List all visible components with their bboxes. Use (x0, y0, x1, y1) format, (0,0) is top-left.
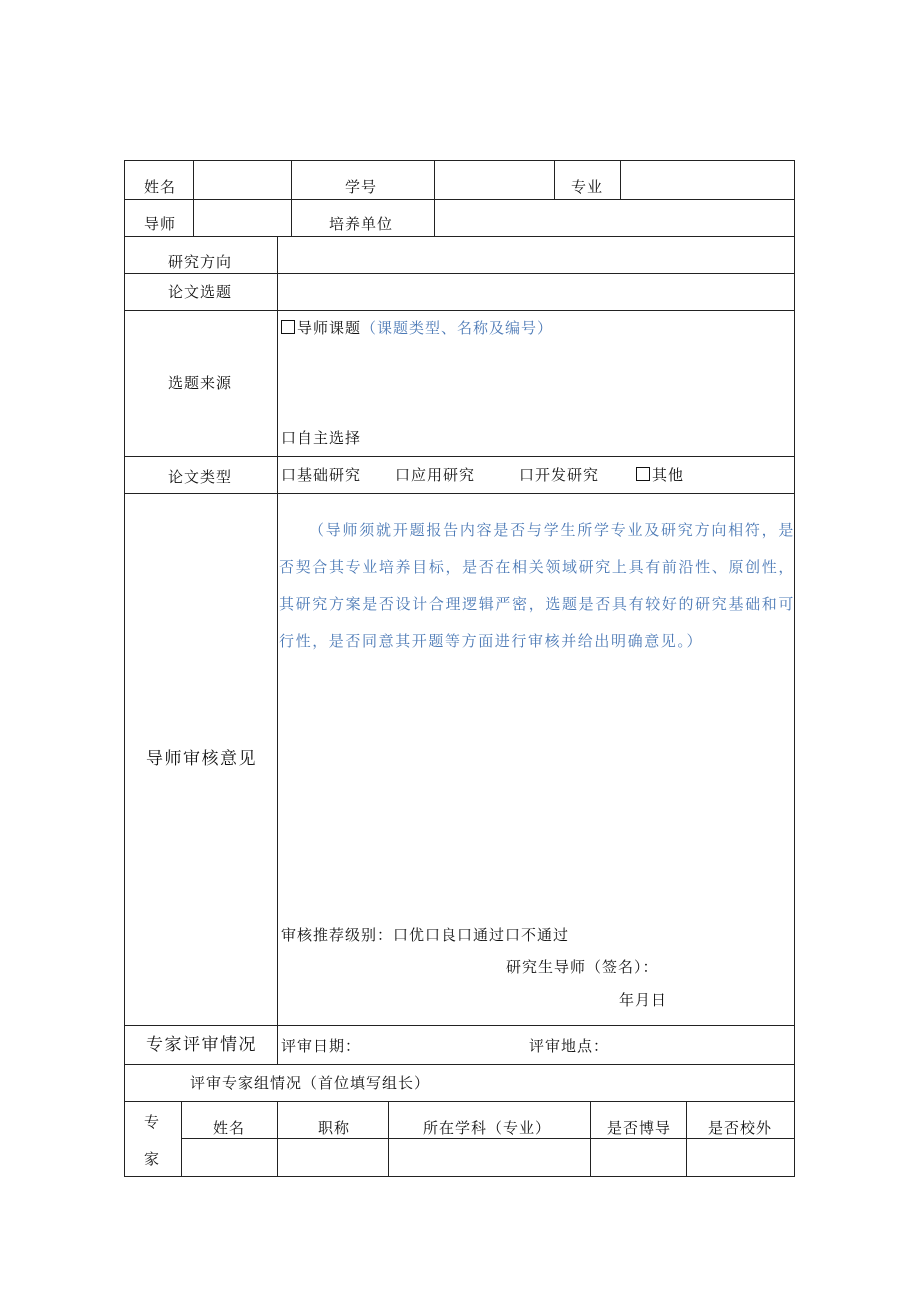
col-line (277, 1101, 278, 1177)
column-header-title: 职称 (318, 1119, 351, 1137)
column-header-external: 是否校外 (708, 1119, 773, 1137)
col-line (291, 160, 292, 236)
topic-label: 论文选题 (168, 283, 233, 301)
major-label: 专业 (571, 178, 604, 196)
row-line (124, 273, 795, 274)
row-line (124, 310, 795, 311)
expert-group-label: 评审专家组情况（首位填写组长） (190, 1074, 431, 1092)
col-line (686, 1101, 687, 1177)
advisor-project-option[interactable] (281, 318, 553, 338)
row-line (124, 199, 795, 200)
student-id-label: 学号 (345, 178, 378, 196)
advisor-project-label: 导师课题 (297, 319, 362, 337)
form-border-top (124, 160, 795, 161)
column-header-doctoral-supervisor: 是否博导 (607, 1119, 672, 1137)
review-date-label: 评审日期： (281, 1037, 362, 1055)
col-line (434, 160, 435, 236)
row-line (124, 1064, 795, 1065)
col-line (193, 160, 194, 236)
checkbox-icon[interactable] (636, 467, 650, 481)
row-line (124, 1025, 795, 1026)
col-line (277, 236, 278, 1064)
unit-label: 培养单位 (329, 215, 394, 233)
type-development-option[interactable]: 口开发研究 (519, 466, 600, 484)
row-line (124, 456, 795, 457)
row-line (124, 1101, 795, 1102)
column-header-name: 姓名 (213, 1119, 246, 1137)
row-line (124, 236, 795, 237)
col-line (181, 1101, 182, 1177)
expert-side-char: 专 (144, 1113, 161, 1131)
review-date: 年月日 (619, 991, 668, 1009)
form-border-left (124, 160, 125, 1177)
review-label: 导师审核意见 (146, 749, 257, 769)
advisor-label: 导师 (144, 215, 177, 233)
col-line (554, 160, 555, 199)
self-selected-option[interactable]: 口自主选择 (281, 429, 362, 447)
type-other-option[interactable] (636, 465, 684, 485)
row-line (124, 493, 795, 494)
col-line (620, 160, 621, 199)
review-instruction: （导师须就开题报告内容是否与学生所学专业及研究方向相符，是否契合其专业培养目标，是否在相关领域研究上具有前沿性、原创性，其研究方案是否设计合理逻辑严密，选题是否具有较好的研究基础和可行性，是否同意其开题等方面进行审核并给出明确意见。） (279, 521, 795, 650)
row-line (181, 1138, 795, 1139)
col-line (590, 1101, 591, 1177)
source-label: 选题来源 (168, 374, 233, 392)
advisor-signature: 研究生导师（签名）： (506, 958, 659, 976)
column-header-discipline: 所在学科（专业） (423, 1119, 552, 1137)
form-border-right (794, 160, 795, 1177)
type-applied-option[interactable]: 口应用研究 (395, 466, 476, 484)
type-other-label: 其他 (652, 466, 685, 484)
paper-type-label: 论文类型 (168, 468, 233, 486)
checkbox-icon[interactable] (281, 320, 295, 334)
review-level-line[interactable]: 审核推荐级别：口优口良口通过口不通过 (281, 926, 570, 944)
name-label: 姓名 (144, 178, 177, 196)
proposal-form (124, 160, 795, 1177)
expert-side-char: 家 (144, 1150, 161, 1168)
direction-label: 研究方向 (168, 253, 233, 271)
advisor-project-note: （课题类型、名称及编号） (361, 319, 554, 337)
form-border-bottom (124, 1176, 795, 1177)
col-line (388, 1101, 389, 1177)
type-basic-option[interactable]: 口基础研究 (281, 466, 362, 484)
expert-label: 专家评审情况 (146, 1035, 257, 1055)
review-place-label: 评审地点： (529, 1037, 610, 1055)
